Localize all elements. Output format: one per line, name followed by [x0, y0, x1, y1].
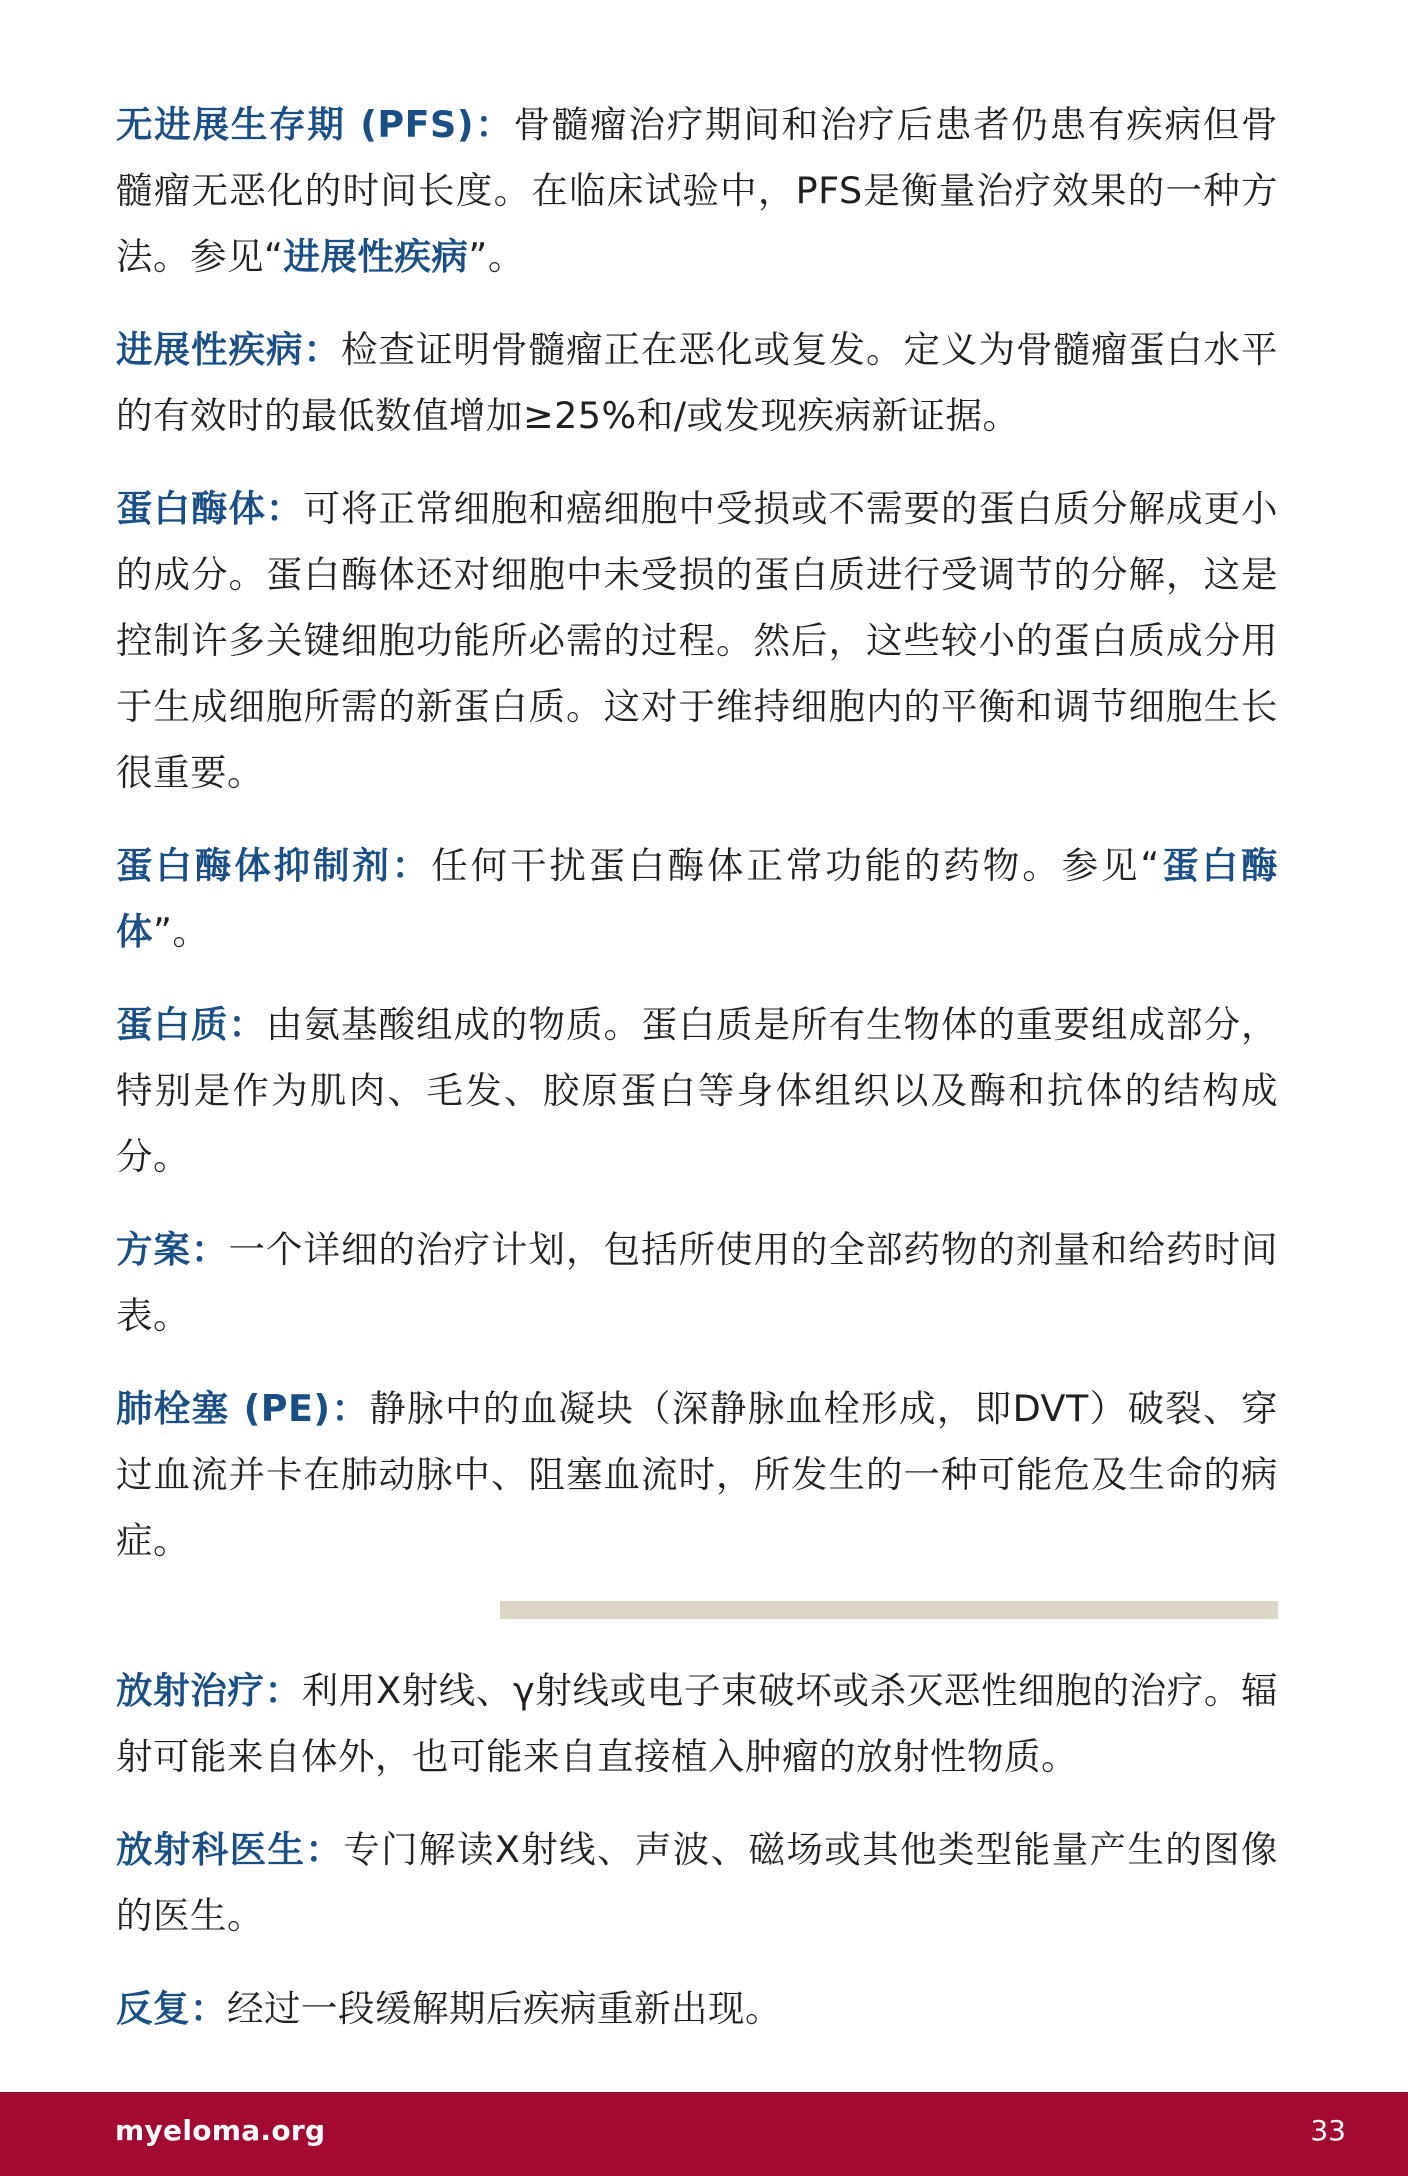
glossary-definition: 由氨基酸组成的物质。蛋白质是所有生物体的重要组成部分，特别是作为肌肉、毛发、胶原蛋白等身体组织以及酶和抗体的结构成分。 — [116, 1003, 1278, 1178]
glossary-term: 放射治疗： — [116, 1669, 302, 1712]
glossary-term: 反复： — [116, 1987, 227, 2030]
glossary-entry-radiologist — [116, 1817, 1278, 1949]
glossary-term: 放射科医生： — [116, 1828, 344, 1871]
glossary-term: 蛋白质： — [116, 1003, 266, 1046]
glossary-definition: 专门解读X射线、声波、磁场或其他类型能量产生的图像的医生。 — [116, 1828, 1278, 1937]
glossary-definition: 骨髓瘤治疗期间和治疗后患者仍患有疾病但骨髓瘤无恶化的时间长度。在临床试验中，PFS是衡量治疗效果的一种方法。参见“ — [116, 103, 1279, 278]
glossary-entry-pulmonary-embolism — [116, 1376, 1278, 1574]
glossary-definition: 任何干扰蛋白酶体正常功能的药物。参见“ — [431, 844, 1160, 887]
glossary-section-top — [116, 92, 1278, 1601]
glossary-term: 蛋白酶体抑制剂： — [116, 844, 432, 887]
glossary-definition-end: ”。 — [153, 910, 210, 953]
glossary-term: 无进展生存期 (PFS)： — [116, 103, 514, 146]
glossary-entry-relapse — [116, 1976, 1278, 2042]
glossary-entry-proteasome-inhibitor — [116, 833, 1278, 965]
glossary-definition: 检查证明骨髓瘤正在恶化或复发。定义为骨髓瘤蛋白水平的有效时的最低数值增加≥25%和/或发现疾病新证据。 — [116, 328, 1278, 437]
glossary-entry-regimen — [116, 1217, 1278, 1349]
glossary-term: 进展性疾病： — [116, 328, 341, 371]
glossary-definition: 一个详细的治疗计划，包括所使用的全部药物的剂量和给药时间表。 — [116, 1228, 1278, 1337]
glossary-term: 蛋白酶体： — [116, 487, 304, 530]
glossary-term: 方案： — [116, 1228, 229, 1271]
see-also-link[interactable]: 蛋白酶体 — [116, 844, 1279, 953]
glossary-definition: 经过一段缓解期后疾病重新出现。 — [227, 1987, 782, 2030]
footer-site-link[interactable]: myeloma.org — [115, 2114, 326, 2147]
glossary-entry-protein — [116, 992, 1278, 1190]
glossary-definition: 可将正常细胞和癌细胞中受损或不需要的蛋白质分解成更小的成分。蛋白酶体还对细胞中未受损的蛋白质进行受调节的分解，这是控制许多关键细胞功能所必需的过程。然后，这些较小的蛋白质成分用于生成细胞所需的新蛋白质。这对于维持细胞内的平衡和调节细胞生长很重要。 — [116, 487, 1278, 794]
glossary-definition-end: ”。 — [468, 235, 525, 278]
glossary-entry-radiation-therapy — [116, 1658, 1278, 1790]
glossary-term: 肺栓塞 (PE)： — [116, 1387, 370, 1430]
glossary-entry-proteasome — [116, 476, 1278, 806]
glossary-definition: 静脉中的血凝块（深静脉血栓形成，即DVT）破裂、穿过血流并卡在肺动脉中、阻塞血流时，所发生的一种可能危及生命的病症。 — [116, 1387, 1278, 1562]
section-divider — [500, 1601, 1278, 1619]
page-footer — [0, 2092, 1408, 2176]
glossary-section-bottom — [116, 1658, 1278, 2069]
see-also-link[interactable]: 进展性疾病 — [283, 235, 469, 278]
glossary-definition: 利用X射线、γ射线或电子束破坏或杀灭恶性细胞的治疗。辐射可能来自体外，也可能来自直接植入肿瘤的放射性物质。 — [116, 1669, 1279, 1778]
glossary-entry-pfs — [116, 92, 1278, 290]
glossary-entry-progressive-disease — [116, 317, 1278, 449]
page-number: 33 — [1310, 2114, 1346, 2147]
